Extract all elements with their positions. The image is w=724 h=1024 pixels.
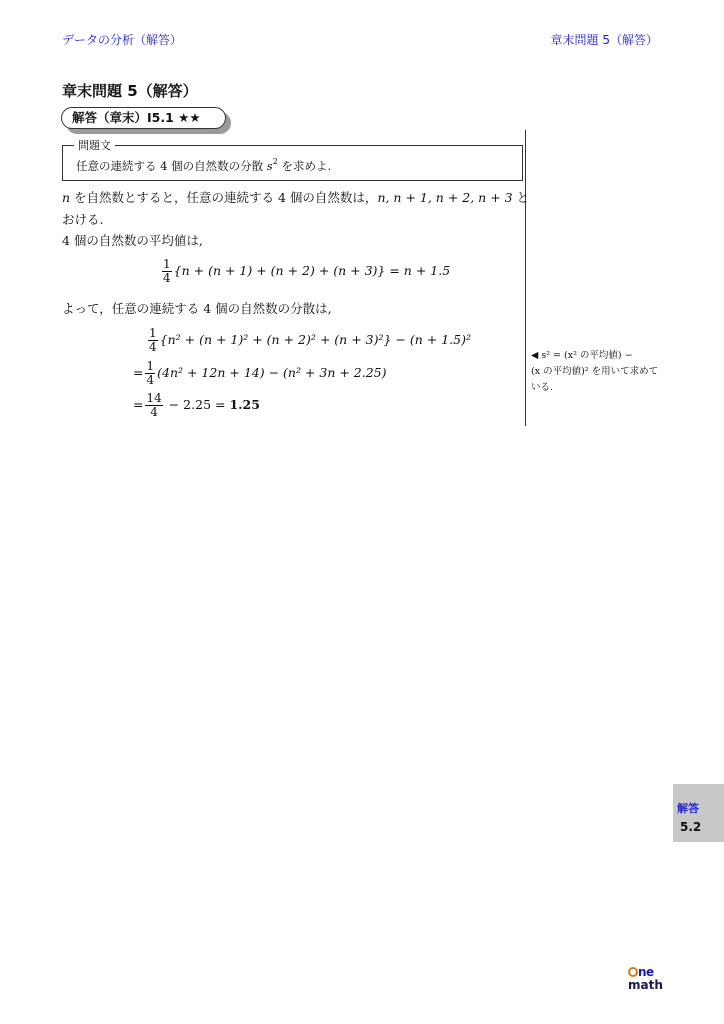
variance-line-3: [133, 392, 260, 419]
line1-text: を自然数とすると，任意の連続する 4 個の自然数は，: [70, 190, 378, 205]
logo-bottom-text: math: [628, 978, 663, 992]
problem-var: s: [266, 159, 273, 173]
var2-expr: (4n² + 12n + 14) − (n² + 3n + 2.25): [157, 365, 387, 380]
answer-badge: [61, 107, 226, 129]
section-title: 章末問題 5（解答）: [62, 82, 198, 100]
mean-num: 1: [163, 257, 171, 271]
mean-den: 4: [163, 271, 171, 285]
side-note-line-1: ◀ s² = (x² の平均値) −: [531, 350, 633, 361]
mean-equation: [160, 258, 450, 285]
var2-prefix: =: [133, 365, 144, 380]
side-note: [531, 348, 671, 396]
var2-fraction: [145, 360, 155, 387]
logo-o-icon: [628, 967, 638, 977]
problem-text: [76, 157, 331, 174]
badge-label: 解答（章末）I5.1: [72, 110, 174, 125]
solution-line-4: よって，任意の連続する 4 個の自然数の分散は,: [62, 301, 332, 316]
line1-end: と: [512, 190, 530, 205]
line1-terms: n, n + 1, n + 2, n + 3: [377, 190, 513, 205]
var1-expr: {n² + (n + 1)² + (n + 2)² + (n + 3)²} − (n + 1.5)²: [159, 332, 471, 347]
mean-fraction: [162, 258, 172, 285]
var3-den: 4: [150, 405, 158, 419]
logo-top-text: ne: [638, 965, 654, 979]
variance-line-2: [133, 360, 387, 387]
var2-num: 1: [146, 359, 155, 373]
chapter-tab-label[interactable]: 解答: [677, 802, 699, 815]
var1-den: 4: [149, 340, 157, 354]
variance-line-1: [146, 327, 471, 354]
var1-num: 1: [149, 326, 157, 340]
var1-fraction: [148, 327, 158, 354]
problem-text-before: 任意の連続する 4 個の自然数の分散: [76, 159, 267, 173]
var3-prefix: =: [133, 397, 144, 412]
solution-line-3: 4 個の自然数の平均値は,: [62, 233, 203, 248]
var3-fraction: [145, 392, 162, 419]
var-n: n: [62, 190, 71, 205]
problem-tag: 問題文: [74, 137, 115, 153]
problem-exp: 2: [272, 157, 278, 166]
variance-result: 1.25: [229, 397, 260, 412]
problem-text-after: を求めよ.: [277, 159, 332, 173]
onemath-logo: [628, 965, 668, 993]
var3-num: 14: [146, 391, 162, 405]
var2-den: 4: [146, 373, 155, 387]
running-header-left: データの分析（解答）: [62, 33, 183, 47]
solution-line-2: おける.: [62, 212, 104, 227]
difficulty-stars: ★★: [178, 110, 201, 125]
running-header-right: 章末問題 5（解答）: [550, 33, 658, 47]
solution-line-1: [62, 188, 529, 206]
side-note-line-3: いる.: [531, 382, 554, 393]
var3-expr: − 2.25 =: [164, 397, 230, 412]
mean-expr: {n + (n + 1) + (n + 2) + (n + 3)} = n + 1.5: [173, 263, 451, 278]
side-note-line-2: (x の平均値)² を用いて求めて: [531, 366, 659, 377]
logo-top: [628, 965, 654, 979]
chapter-tab-number[interactable]: 5.2: [680, 820, 702, 834]
margin-rule: [525, 130, 526, 426]
